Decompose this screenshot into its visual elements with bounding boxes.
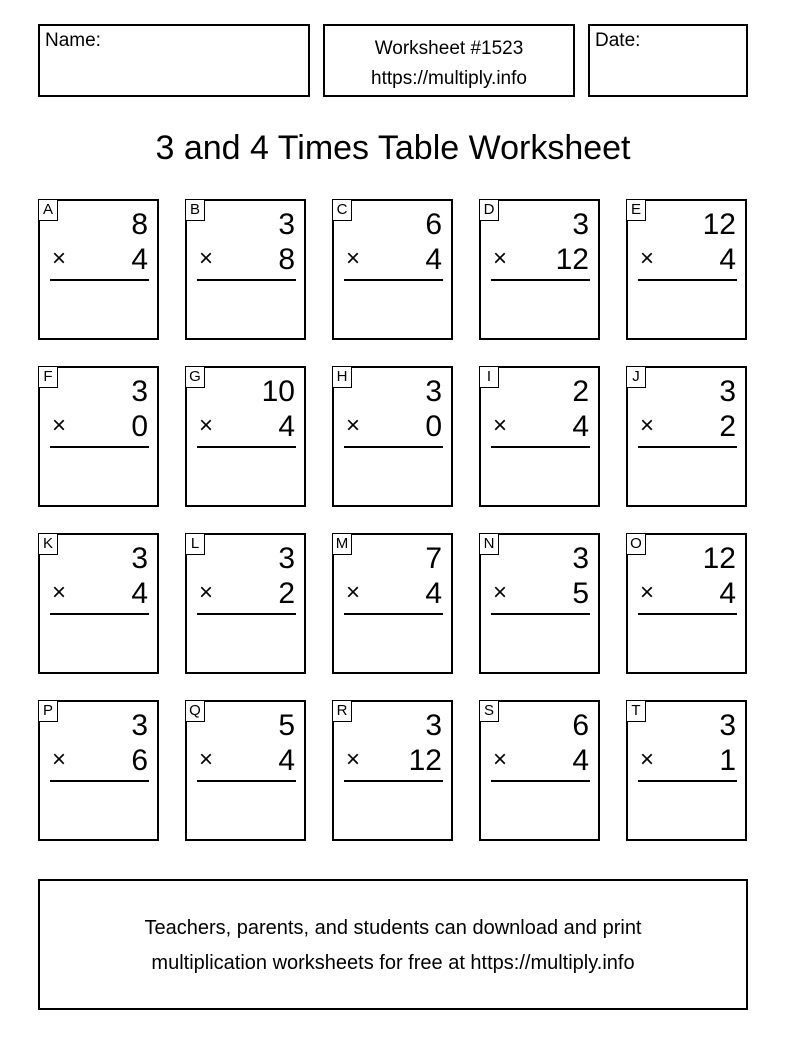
answer-line: [638, 780, 737, 782]
problem-letter: H: [332, 366, 352, 388]
problem-top-number: 8: [131, 208, 148, 241]
problem-card: [185, 366, 306, 507]
answer-line: [50, 446, 149, 448]
name-label: Name:: [45, 30, 101, 51]
answer-line: [491, 279, 590, 281]
multiply-operator: ×: [493, 245, 508, 272]
multiply-operator: ×: [640, 746, 655, 773]
footer-line-2: multiplication worksheets for free at https://multiply.info: [151, 952, 635, 974]
multiply-operator: ×: [199, 579, 214, 606]
problem-letter: I: [479, 366, 499, 388]
problem-letter: G: [185, 366, 205, 388]
multiply-operator: ×: [52, 579, 67, 606]
worksheet-url: https://multiply.info: [371, 68, 527, 89]
answer-line: [638, 613, 737, 615]
problem-top-number: 3: [572, 208, 589, 241]
problem-top-number: 3: [719, 709, 736, 742]
problem-letter: P: [38, 700, 58, 722]
problem-top-number: 12: [702, 542, 736, 575]
problem-letter: M: [332, 533, 352, 555]
problem-bottom-number: 12: [555, 243, 589, 276]
problem-top-number: 3: [719, 375, 736, 408]
problem-bottom-number: 12: [408, 744, 442, 777]
multiply-operator: ×: [199, 245, 214, 272]
problem-card: [38, 366, 159, 507]
answer-line: [50, 780, 149, 782]
problem-bottom-number: 8: [278, 243, 295, 276]
multiply-operator: ×: [52, 412, 67, 439]
problem-letter: R: [332, 700, 352, 722]
problem-letter: Q: [185, 700, 205, 722]
multiply-operator: ×: [493, 579, 508, 606]
multiply-operator: ×: [346, 245, 361, 272]
worksheet-info-box: [323, 24, 575, 97]
problem-letter: S: [479, 700, 499, 722]
problem-top-number: 6: [572, 709, 589, 742]
problem-card: [332, 366, 453, 507]
problem-letter: T: [626, 700, 646, 722]
problem-letter: N: [479, 533, 499, 555]
problem-bottom-number: 2: [719, 410, 736, 443]
page-title: 3 and 4 Times Table Worksheet: [155, 129, 631, 167]
multiply-operator: ×: [199, 746, 214, 773]
problem-bottom-number: 4: [425, 243, 442, 276]
worksheet-number: Worksheet #1523: [374, 38, 524, 59]
answer-line: [491, 780, 590, 782]
problem-top-number: 3: [425, 375, 442, 408]
multiply-operator: ×: [346, 412, 361, 439]
answer-line: [197, 279, 296, 281]
problem-card: [479, 700, 600, 841]
problem-letter: L: [185, 533, 205, 555]
problem-card: [38, 533, 159, 674]
problem-bottom-number: 4: [131, 243, 148, 276]
problem-card: [332, 700, 453, 841]
multiply-operator: ×: [640, 579, 655, 606]
footer-line-1: Teachers, parents, and students can download and print: [144, 917, 642, 939]
problem-top-number: 12: [702, 208, 736, 241]
problem-top-number: 2: [572, 375, 589, 408]
date-label: Date:: [595, 30, 641, 51]
answer-line: [491, 613, 590, 615]
problem-bottom-number: 1: [719, 744, 736, 777]
answer-line: [638, 279, 737, 281]
answer-line: [344, 780, 443, 782]
problem-card: [332, 199, 453, 340]
problem-card: [479, 199, 600, 340]
multiply-operator: ×: [493, 412, 508, 439]
problem-letter: J: [626, 366, 646, 388]
problem-letter: F: [38, 366, 58, 388]
problem-card: [626, 700, 747, 841]
problem-letter: C: [332, 199, 352, 221]
problem-card: [185, 533, 306, 674]
problem-top-number: 3: [131, 542, 148, 575]
problem-card: [626, 199, 747, 340]
problem-card: [626, 366, 747, 507]
problem-letter: E: [626, 199, 646, 221]
multiply-operator: ×: [346, 579, 361, 606]
problem-bottom-number: 6: [131, 744, 148, 777]
answer-line: [197, 613, 296, 615]
problem-bottom-number: 4: [425, 577, 442, 610]
problem-bottom-number: 0: [131, 410, 148, 443]
answer-line: [491, 446, 590, 448]
answer-line: [50, 279, 149, 281]
multiply-operator: ×: [52, 245, 67, 272]
problem-top-number: 3: [572, 542, 589, 575]
problem-card: [332, 533, 453, 674]
answer-line: [344, 613, 443, 615]
problem-card: [185, 700, 306, 841]
problem-letter: O: [626, 533, 646, 555]
problem-top-number: 6: [425, 208, 442, 241]
answer-line: [197, 780, 296, 782]
problem-bottom-number: 4: [131, 577, 148, 610]
problem-card: [38, 199, 159, 340]
problem-card: [479, 366, 600, 507]
problem-card: [626, 533, 747, 674]
problem-top-number: 7: [425, 542, 442, 575]
problem-top-number: 3: [131, 375, 148, 408]
footer-box: [38, 879, 748, 1010]
problem-top-number: 10: [261, 375, 295, 408]
answer-line: [344, 279, 443, 281]
answer-line: [638, 446, 737, 448]
multiply-operator: ×: [493, 746, 508, 773]
problem-bottom-number: 0: [425, 410, 442, 443]
answer-line: [197, 446, 296, 448]
problem-card: [479, 533, 600, 674]
multiply-operator: ×: [52, 746, 67, 773]
answer-line: [344, 446, 443, 448]
problem-bottom-number: 4: [572, 744, 589, 777]
problem-letter: D: [479, 199, 499, 221]
problem-bottom-number: 4: [278, 744, 295, 777]
problem-top-number: 3: [278, 542, 295, 575]
name-field-box: [38, 24, 310, 97]
problem-bottom-number: 2: [278, 577, 295, 610]
multiply-operator: ×: [640, 245, 655, 272]
problem-top-number: 3: [425, 709, 442, 742]
date-field-box: [588, 24, 748, 97]
problem-top-number: 3: [131, 709, 148, 742]
problem-bottom-number: 5: [572, 577, 589, 610]
problem-top-number: 3: [278, 208, 295, 241]
problem-letter: B: [185, 199, 205, 221]
answer-line: [50, 613, 149, 615]
problem-top-number: 5: [278, 709, 295, 742]
problem-card: [185, 199, 306, 340]
problem-bottom-number: 4: [278, 410, 295, 443]
multiply-operator: ×: [640, 412, 655, 439]
problem-letter: A: [38, 199, 58, 221]
multiply-operator: ×: [199, 412, 214, 439]
problem-bottom-number: 4: [572, 410, 589, 443]
multiply-operator: ×: [346, 746, 361, 773]
problem-card: [38, 700, 159, 841]
problem-bottom-number: 4: [719, 577, 736, 610]
problem-bottom-number: 4: [719, 243, 736, 276]
problem-letter: K: [38, 533, 58, 555]
